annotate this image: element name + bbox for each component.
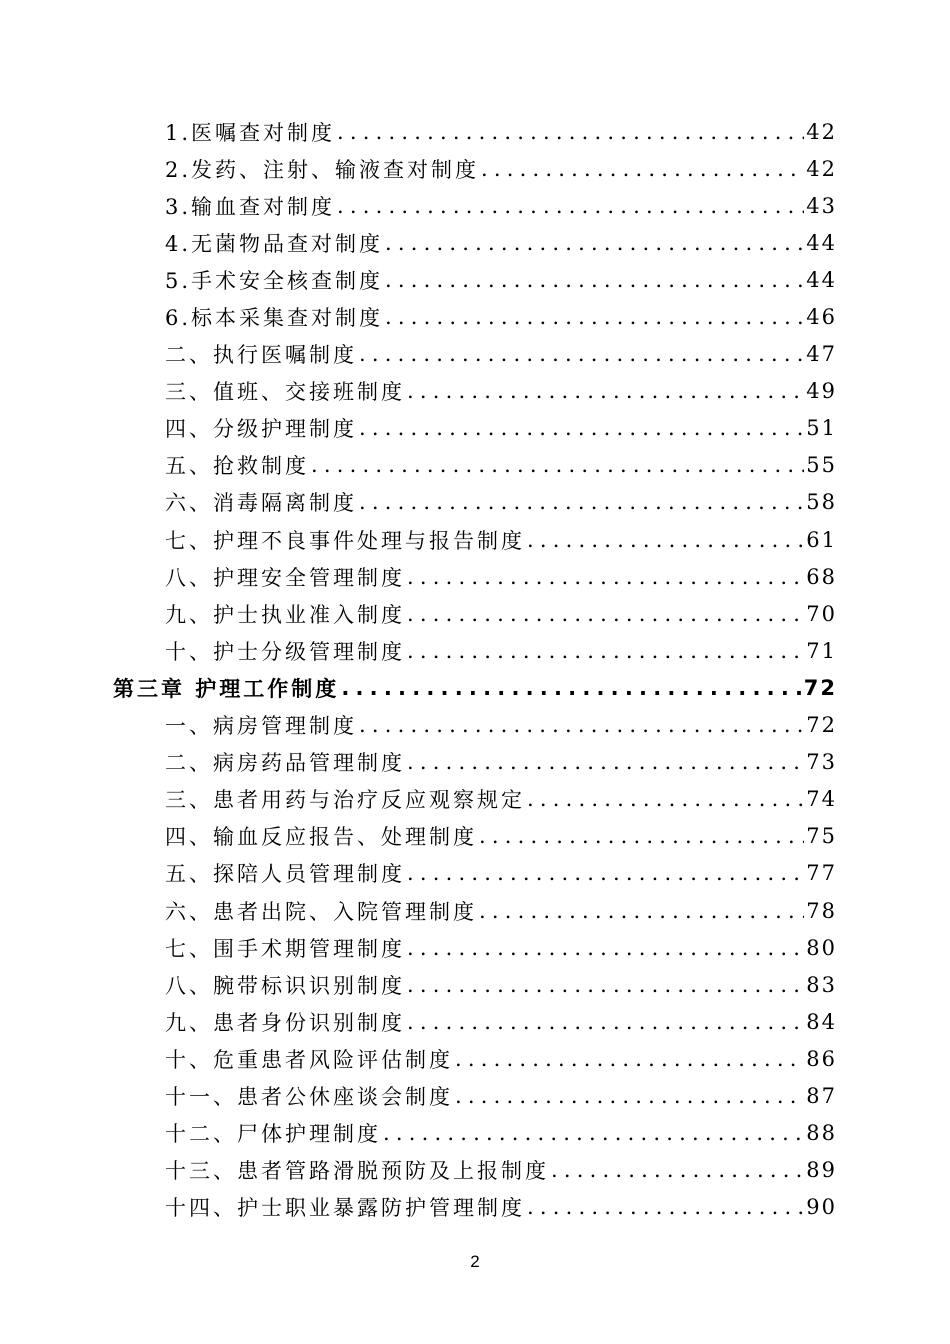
toc-entry[interactable] <box>0 595 950 632</box>
toc-entry[interactable] <box>0 892 950 929</box>
toc-dot-leader <box>407 750 804 774</box>
toc-dot-leader <box>407 973 804 997</box>
toc-entry[interactable] <box>0 410 950 447</box>
toc-entry-page: 58 <box>806 490 837 515</box>
toc-entry-label: 二、病房药品管理制度 <box>165 751 405 776</box>
toc-entry-page: 89 <box>806 1158 837 1183</box>
toc-entry-label: 十、护士分级管理制度 <box>165 639 405 664</box>
toc-entry[interactable] <box>0 855 950 892</box>
toc-entry-page: 77 <box>806 861 837 886</box>
toc-entry-label: 6.标本采集查对制度 <box>165 306 384 331</box>
toc-dot-leader <box>527 787 804 811</box>
toc-entry-page: 73 <box>806 750 837 775</box>
toc-entry-page: 68 <box>806 564 837 589</box>
toc-dot-leader <box>527 1195 804 1219</box>
toc-entry-page: 87 <box>806 1083 837 1108</box>
toc-chapter-entry[interactable] <box>0 669 950 706</box>
toc-entry[interactable] <box>0 1077 950 1114</box>
toc-entry-label: 十四、护士职业暴露防护管理制度 <box>165 1196 525 1221</box>
toc-entry[interactable] <box>0 521 950 558</box>
toc-entry-label: 五、抢救制度 <box>165 454 309 479</box>
toc-entry-page: 61 <box>806 527 837 552</box>
toc-dot-leader <box>551 1158 804 1182</box>
toc-entry-page: 44 <box>806 267 837 292</box>
toc-entry[interactable] <box>0 818 950 855</box>
toc-entry[interactable] <box>0 336 950 373</box>
toc-dot-leader <box>359 490 804 514</box>
toc-entry-label: 四、输血反应报告、处理制度 <box>165 825 477 850</box>
toc-entry-page: 44 <box>806 230 837 255</box>
toc-entry-label: 九、患者身份识别制度 <box>165 1010 405 1035</box>
toc-dot-leader <box>455 1047 804 1071</box>
toc-dot-leader <box>359 416 804 440</box>
toc-entry[interactable] <box>0 1189 950 1226</box>
toc-entry[interactable] <box>0 781 950 818</box>
toc-entry-page: 84 <box>806 1009 837 1034</box>
toc-dot-leader <box>341 676 801 700</box>
toc-dot-leader <box>383 1121 804 1145</box>
toc-dot-leader <box>407 639 804 663</box>
toc-entry-label: 4.无菌物品查对制度 <box>165 231 384 256</box>
toc-entry[interactable] <box>0 558 950 595</box>
toc-entry-page: 51 <box>806 416 837 441</box>
toc-dot-leader <box>385 231 804 255</box>
toc-entry-label: 六、消毒隔离制度 <box>165 491 357 516</box>
toc-entry-label: 2.发药、注射、输液查对制度 <box>165 157 480 182</box>
toc-dot-leader <box>385 268 804 292</box>
toc-entry-label: 八、腕带标识识别制度 <box>165 973 405 998</box>
toc-entry[interactable] <box>0 707 950 744</box>
toc-dot-leader <box>311 453 804 477</box>
toc-entry-page: 43 <box>806 193 837 218</box>
toc-entry[interactable] <box>0 150 950 187</box>
toc-entry[interactable] <box>0 447 950 484</box>
toc-entry-label: 八、护理安全管理制度 <box>165 565 405 590</box>
toc-entry-page: 70 <box>806 601 837 626</box>
toc-entry[interactable] <box>0 632 950 669</box>
toc-entry-label: 十三、患者管路滑脱预防及上报制度 <box>165 1159 549 1184</box>
toc-entry-label: 二、执行医嘱制度 <box>165 343 357 368</box>
page-number: 2 <box>470 1252 480 1271</box>
toc-entry-label: 5.手术安全核查制度 <box>165 268 384 293</box>
toc-entry[interactable] <box>0 966 950 1003</box>
toc-dot-leader <box>527 528 804 552</box>
toc-entry-page: 49 <box>806 379 837 404</box>
toc-entry-label: 三、患者用药与治疗反应观察规定 <box>165 788 525 813</box>
toc-dot-leader <box>407 861 804 885</box>
toc-entry-label: 五、探陪人员管理制度 <box>165 862 405 887</box>
toc-entry-page: 72 <box>806 713 837 738</box>
toc-entry[interactable] <box>0 1115 950 1152</box>
toc-dot-leader <box>359 342 804 366</box>
toc-entry[interactable] <box>0 1040 950 1077</box>
toc-entry-label: 十、危重患者风险评估制度 <box>165 1047 453 1072</box>
toc-entry[interactable] <box>0 298 950 335</box>
toc-entry[interactable] <box>0 1152 950 1189</box>
toc-dot-leader <box>337 194 804 218</box>
toc-dot-leader <box>481 157 804 181</box>
toc-entry-page: 42 <box>806 156 837 181</box>
toc-entry-label: 十一、患者公休座谈会制度 <box>165 1084 453 1109</box>
toc-entry-page: 55 <box>806 453 837 478</box>
toc-entry-label: 三、值班、交接班制度 <box>165 380 405 405</box>
toc-entry[interactable] <box>0 113 950 150</box>
toc-dot-leader <box>455 1084 804 1108</box>
toc-dot-leader <box>407 936 804 960</box>
toc-entry-page: 90 <box>806 1195 837 1220</box>
toc-entry-page: 71 <box>806 638 837 663</box>
toc-entry[interactable] <box>0 187 950 224</box>
toc-entry[interactable] <box>0 224 950 261</box>
toc-entry[interactable] <box>0 1003 950 1040</box>
toc-dot-leader <box>479 824 804 848</box>
toc-entry[interactable] <box>0 261 950 298</box>
toc-dot-leader <box>385 305 804 329</box>
toc-entry[interactable] <box>0 373 950 410</box>
toc-entry-page: 74 <box>806 787 837 812</box>
toc-entry-page: 80 <box>806 935 837 960</box>
toc-entry-page: 42 <box>806 119 837 144</box>
toc-entry-page: 47 <box>806 342 837 367</box>
toc-entry-label: 第三章 护理工作制度 <box>113 676 340 701</box>
toc-entry-page: 78 <box>806 898 837 923</box>
toc-entry[interactable] <box>0 484 950 521</box>
toc-entry-label: 一、病房管理制度 <box>165 714 357 739</box>
toc-entry-label: 1.医嘱查对制度 <box>165 120 336 145</box>
toc-entry-page: 46 <box>806 305 837 330</box>
toc-dot-leader <box>359 713 804 737</box>
table-of-contents <box>0 113 950 1226</box>
toc-entry-page: 72 <box>803 675 837 700</box>
toc-entry[interactable] <box>0 744 950 781</box>
toc-entry-label: 六、患者出院、入院管理制度 <box>165 899 477 924</box>
toc-entry-label: 七、护理不良事件处理与报告制度 <box>165 528 525 553</box>
toc-entry-page: 75 <box>806 824 837 849</box>
toc-entry-page: 83 <box>806 972 837 997</box>
toc-dot-leader <box>479 899 804 923</box>
toc-dot-leader <box>407 1010 804 1034</box>
toc-dot-leader <box>407 565 804 589</box>
toc-entry-page: 88 <box>806 1121 837 1146</box>
toc-dot-leader <box>407 602 804 626</box>
toc-entry-label: 3.输血查对制度 <box>165 194 336 219</box>
toc-entry-label: 十二、尸体护理制度 <box>165 1122 381 1147</box>
toc-dot-leader <box>337 120 804 144</box>
toc-entry-label: 四、分级护理制度 <box>165 417 357 442</box>
toc-entry-label: 七、围手术期管理制度 <box>165 936 405 961</box>
toc-dot-leader <box>407 379 804 403</box>
toc-entry-label: 九、护士执业准入制度 <box>165 602 405 627</box>
toc-entry-page: 86 <box>806 1046 837 1071</box>
toc-entry[interactable] <box>0 929 950 966</box>
